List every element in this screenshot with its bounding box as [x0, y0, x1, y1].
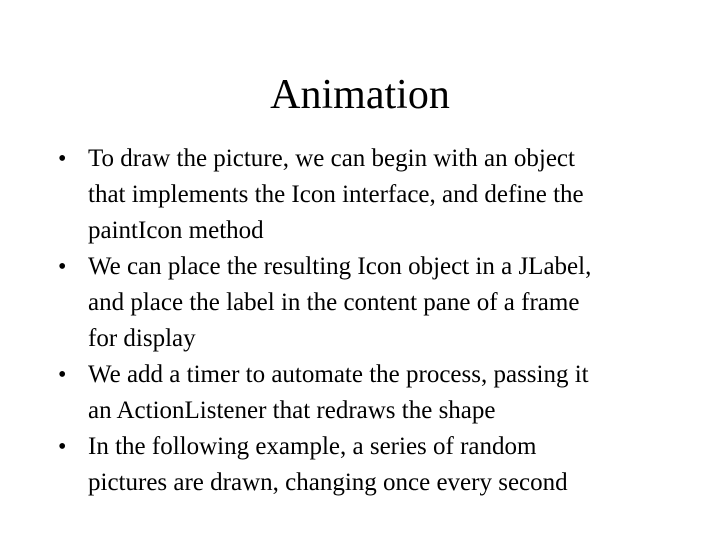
bullet-item — [58, 249, 668, 357]
bullet-text-line: paintIcon method — [88, 217, 264, 244]
bullet-text-line: that implements the Icon interface, and define the — [88, 181, 584, 208]
bullet-list — [58, 141, 668, 501]
bullet-text-line: an ActionListener that redraws the shape — [88, 397, 496, 424]
bullet-text-line: pictures are drawn, changing once every second — [88, 469, 568, 496]
bullet-text-line: for display — [88, 325, 196, 352]
bullet-text-line: We can place the resulting Icon object in a JLabel, — [88, 253, 592, 280]
slide-title: Animation — [270, 72, 450, 118]
bullet-item — [58, 357, 668, 429]
bullet-text-line: and place the label in the content pane of a frame — [88, 289, 580, 316]
bullet-item — [58, 141, 668, 249]
bullet-item — [58, 429, 668, 501]
bullet-text-line: We add a timer to automate the process, passing it — [88, 361, 589, 388]
bullet-dot-icon: • — [58, 146, 67, 172]
bullet-text-line: To draw the picture, we can begin with an object — [88, 145, 575, 172]
bullet-dot-icon: • — [58, 434, 67, 460]
bullet-dot-icon: • — [58, 362, 67, 388]
bullet-text-line: In the following example, a series of random — [88, 433, 537, 460]
bullet-dot-icon: • — [58, 254, 67, 280]
